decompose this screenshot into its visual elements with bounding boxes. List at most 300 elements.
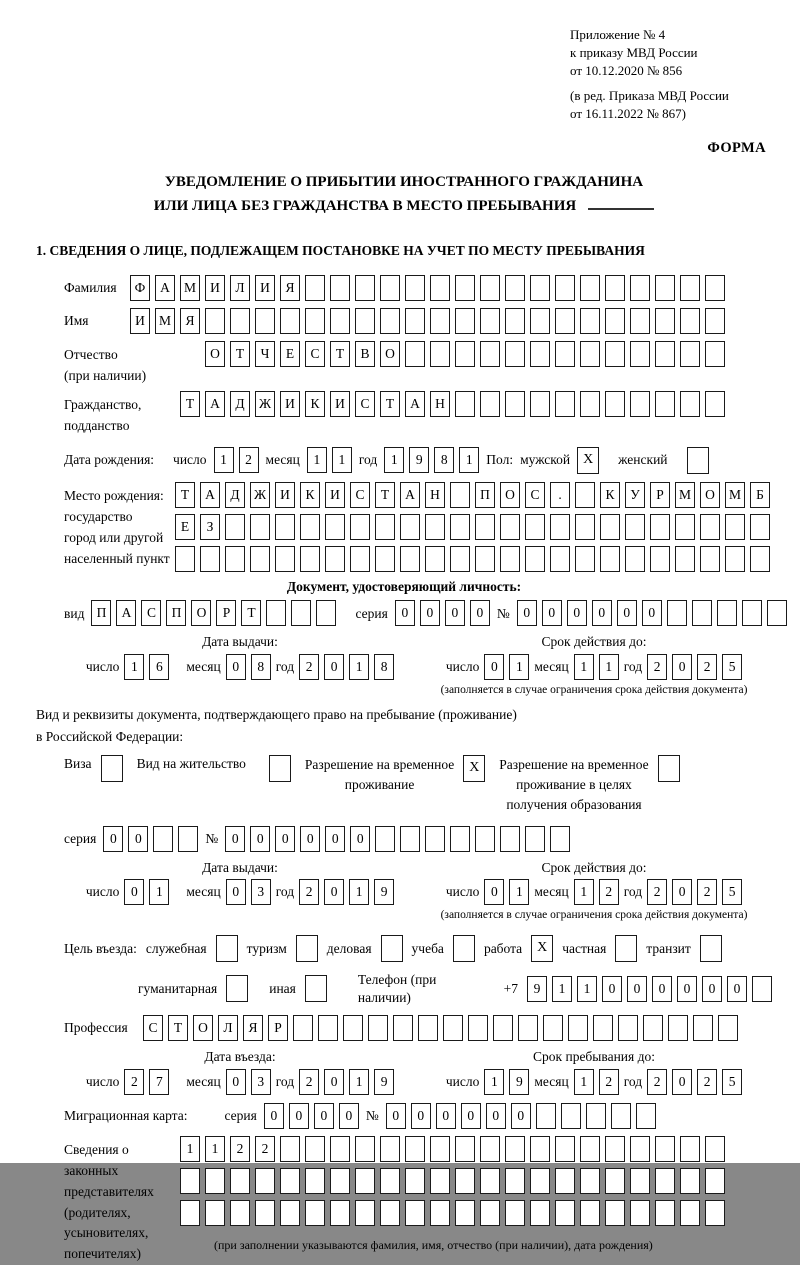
char-cell[interactable] [667,600,687,626]
residence-permit-checkbox[interactable] [269,755,291,782]
char-cell[interactable] [593,1015,613,1041]
char-cell[interactable] [580,308,600,334]
char-cell[interactable]: 1 [574,1069,594,1095]
char-cell[interactable] [555,1168,575,1194]
char-cell[interactable] [330,1136,350,1162]
char-cell[interactable] [230,1200,250,1226]
char-cell[interactable] [605,391,625,417]
char-cell[interactable] [405,341,425,367]
char-cell[interactable] [586,1103,606,1129]
char-cell[interactable] [518,1015,538,1041]
char-cell[interactable]: 0 [672,1069,692,1095]
char-cell[interactable] [178,826,198,852]
char-cell[interactable] [400,514,420,540]
char-cell[interactable] [525,546,545,572]
char-cell[interactable]: 0 [617,600,637,626]
char-cell[interactable] [675,546,695,572]
char-cell[interactable]: С [143,1015,163,1041]
char-cell[interactable] [630,341,650,367]
char-cell[interactable]: 0 [420,600,440,626]
char-cell[interactable]: 0 [124,879,144,905]
char-cell[interactable]: Я [243,1015,263,1041]
char-cell[interactable] [700,514,720,540]
char-cell[interactable] [400,826,420,852]
char-cell[interactable] [330,308,350,334]
char-cell[interactable] [280,308,300,334]
temp-residence-education-checkbox[interactable] [658,755,680,782]
char-cell[interactable]: 1 [574,879,594,905]
char-cell[interactable] [230,308,250,334]
char-cell[interactable] [625,546,645,572]
char-cell[interactable] [555,341,575,367]
char-cell[interactable]: 1 [574,654,594,680]
char-cell[interactable] [655,341,675,367]
char-cell[interactable] [625,514,645,540]
char-cell[interactable]: 1 [577,976,597,1002]
char-cell[interactable]: 2 [299,654,319,680]
char-cell[interactable]: 9 [374,879,394,905]
char-cell[interactable]: 9 [374,1069,394,1095]
char-cell[interactable]: 0 [445,600,465,626]
char-cell[interactable]: 1 [332,447,352,473]
char-cell[interactable] [280,1200,300,1226]
char-cell[interactable] [505,1168,525,1194]
char-cell[interactable] [705,275,725,301]
char-cell[interactable] [480,1136,500,1162]
char-cell[interactable] [291,600,311,626]
char-cell[interactable]: Ч [255,341,275,367]
char-cell[interactable]: 6 [149,654,169,680]
char-cell[interactable]: А [200,482,220,508]
char-cell[interactable] [505,1136,525,1162]
char-cell[interactable] [275,546,295,572]
char-cell[interactable] [630,275,650,301]
char-cell[interactable] [550,514,570,540]
char-cell[interactable]: Н [430,391,450,417]
char-cell[interactable]: В [355,341,375,367]
char-cell[interactable]: 0 [727,976,747,1002]
char-cell[interactable]: 0 [436,1103,456,1129]
char-cell[interactable] [630,308,650,334]
char-cell[interactable] [530,1168,550,1194]
purpose-tourism-checkbox[interactable] [296,935,318,962]
char-cell[interactable]: 2 [124,1069,144,1095]
char-cell[interactable] [480,308,500,334]
char-cell[interactable]: 0 [324,654,344,680]
char-cell[interactable] [355,1168,375,1194]
char-cell[interactable]: П [91,600,111,626]
char-cell[interactable]: К [600,482,620,508]
char-cell[interactable]: 8 [251,654,271,680]
purpose-work-checkbox[interactable]: X [531,935,553,962]
char-cell[interactable] [375,546,395,572]
char-cell[interactable] [643,1015,663,1041]
char-cell[interactable] [655,391,675,417]
char-cell[interactable] [750,514,770,540]
char-cell[interactable]: 7 [149,1069,169,1095]
char-cell[interactable]: 0 [324,879,344,905]
char-cell[interactable] [330,1200,350,1226]
char-cell[interactable] [355,1136,375,1162]
char-cell[interactable] [718,1015,738,1041]
char-cell[interactable] [350,546,370,572]
char-cell[interactable] [555,308,575,334]
char-cell[interactable] [316,600,336,626]
char-cell[interactable]: Т [375,482,395,508]
char-cell[interactable] [455,308,475,334]
char-cell[interactable] [480,391,500,417]
char-cell[interactable]: 2 [255,1136,275,1162]
char-cell[interactable] [618,1015,638,1041]
char-cell[interactable]: 1 [214,447,234,473]
char-cell[interactable] [680,1168,700,1194]
char-cell[interactable]: М [180,275,200,301]
char-cell[interactable] [505,308,525,334]
char-cell[interactable]: О [380,341,400,367]
purpose-transit-checkbox[interactable] [700,935,722,962]
char-cell[interactable]: 1 [509,654,529,680]
char-cell[interactable]: 0 [325,826,345,852]
char-cell[interactable] [630,1168,650,1194]
char-cell[interactable] [493,1015,513,1041]
char-cell[interactable]: 1 [205,1136,225,1162]
char-cell[interactable] [555,391,575,417]
char-cell[interactable] [305,308,325,334]
purpose-humanitarian-checkbox[interactable] [226,975,248,1002]
char-cell[interactable] [580,1136,600,1162]
char-cell[interactable] [305,1200,325,1226]
char-cell[interactable]: 2 [647,1069,667,1095]
char-cell[interactable]: 0 [484,879,504,905]
char-cell[interactable] [680,391,700,417]
char-cell[interactable] [455,1168,475,1194]
char-cell[interactable]: 0 [702,976,722,1002]
char-cell[interactable] [530,341,550,367]
char-cell[interactable]: 0 [264,1103,284,1129]
char-cell[interactable] [180,1200,200,1226]
char-cell[interactable]: Е [280,341,300,367]
char-cell[interactable]: 0 [275,826,295,852]
char-cell[interactable] [255,1200,275,1226]
char-cell[interactable] [630,391,650,417]
char-cell[interactable]: Н [425,482,445,508]
char-cell[interactable]: 0 [226,1069,246,1095]
char-cell[interactable] [650,546,670,572]
char-cell[interactable] [530,1136,550,1162]
char-cell[interactable]: 0 [672,879,692,905]
char-cell[interactable] [480,341,500,367]
char-cell[interactable] [555,1200,575,1226]
char-cell[interactable] [455,1200,475,1226]
char-cell[interactable]: 0 [128,826,148,852]
char-cell[interactable]: 0 [103,826,123,852]
gender-male-checkbox[interactable]: X [577,447,599,474]
char-cell[interactable] [668,1015,688,1041]
char-cell[interactable] [343,1015,363,1041]
char-cell[interactable]: 5 [722,1069,742,1095]
char-cell[interactable]: И [205,275,225,301]
char-cell[interactable]: 1 [552,976,572,1002]
char-cell[interactable]: 2 [697,654,717,680]
char-cell[interactable]: 3 [251,1069,271,1095]
char-cell[interactable] [767,600,787,626]
char-cell[interactable] [725,514,745,540]
char-cell[interactable] [530,275,550,301]
char-cell[interactable] [680,308,700,334]
char-cell[interactable]: Р [268,1015,288,1041]
char-cell[interactable] [742,600,762,626]
char-cell[interactable] [630,1136,650,1162]
char-cell[interactable]: Т [330,341,350,367]
char-cell[interactable] [580,1168,600,1194]
char-cell[interactable]: 0 [470,600,490,626]
char-cell[interactable] [693,1015,713,1041]
char-cell[interactable] [355,1200,375,1226]
char-cell[interactable] [450,546,470,572]
char-cell[interactable]: 9 [527,976,547,1002]
char-cell[interactable] [430,308,450,334]
char-cell[interactable]: 1 [180,1136,200,1162]
char-cell[interactable]: К [300,482,320,508]
char-cell[interactable] [350,514,370,540]
char-cell[interactable] [380,308,400,334]
char-cell[interactable] [225,514,245,540]
char-cell[interactable]: А [116,600,136,626]
char-cell[interactable]: Б [750,482,770,508]
char-cell[interactable] [725,546,745,572]
char-cell[interactable] [255,1168,275,1194]
char-cell[interactable]: С [141,600,161,626]
char-cell[interactable] [455,1136,475,1162]
char-cell[interactable] [275,514,295,540]
char-cell[interactable]: 2 [647,654,667,680]
char-cell[interactable] [530,308,550,334]
char-cell[interactable]: П [166,600,186,626]
char-cell[interactable] [525,514,545,540]
char-cell[interactable]: Д [225,482,245,508]
char-cell[interactable]: 1 [459,447,479,473]
char-cell[interactable] [575,546,595,572]
char-cell[interactable]: М [725,482,745,508]
char-cell[interactable] [655,275,675,301]
char-cell[interactable]: С [355,391,375,417]
char-cell[interactable]: Т [168,1015,188,1041]
char-cell[interactable]: 0 [652,976,672,1002]
char-cell[interactable] [250,514,270,540]
char-cell[interactable] [600,514,620,540]
char-cell[interactable] [505,1200,525,1226]
char-cell[interactable] [575,482,595,508]
char-cell[interactable] [255,308,275,334]
char-cell[interactable] [605,341,625,367]
char-cell[interactable] [655,1168,675,1194]
char-cell[interactable] [180,1168,200,1194]
char-cell[interactable] [300,546,320,572]
char-cell[interactable]: 2 [299,879,319,905]
char-cell[interactable]: 0 [226,654,246,680]
char-cell[interactable]: 2 [697,879,717,905]
purpose-business-checkbox[interactable] [381,935,403,962]
char-cell[interactable]: 0 [386,1103,406,1129]
char-cell[interactable] [752,976,772,1002]
char-cell[interactable] [280,1136,300,1162]
char-cell[interactable]: 0 [511,1103,531,1129]
char-cell[interactable] [505,341,525,367]
char-cell[interactable]: И [325,482,345,508]
char-cell[interactable]: 0 [461,1103,481,1129]
char-cell[interactable] [430,1168,450,1194]
char-cell[interactable] [605,1136,625,1162]
char-cell[interactable] [300,514,320,540]
char-cell[interactable] [405,1200,425,1226]
char-cell[interactable]: Л [218,1015,238,1041]
char-cell[interactable]: П [475,482,495,508]
char-cell[interactable]: Я [180,308,200,334]
char-cell[interactable] [550,546,570,572]
char-cell[interactable] [655,1200,675,1226]
char-cell[interactable] [705,308,725,334]
char-cell[interactable] [605,275,625,301]
char-cell[interactable] [355,275,375,301]
char-cell[interactable] [580,1200,600,1226]
char-cell[interactable] [405,1168,425,1194]
char-cell[interactable] [375,826,395,852]
char-cell[interactable] [475,826,495,852]
char-cell[interactable]: 1 [509,879,529,905]
char-cell[interactable]: М [155,308,175,334]
char-cell[interactable] [230,1168,250,1194]
char-cell[interactable] [355,308,375,334]
char-cell[interactable]: Ж [250,482,270,508]
char-cell[interactable]: М [675,482,695,508]
char-cell[interactable]: С [525,482,545,508]
char-cell[interactable]: Ж [255,391,275,417]
char-cell[interactable]: 0 [602,976,622,1002]
char-cell[interactable] [266,600,286,626]
char-cell[interactable] [450,514,470,540]
char-cell[interactable] [705,1136,725,1162]
char-cell[interactable] [405,1136,425,1162]
char-cell[interactable] [705,391,725,417]
temp-residence-checkbox[interactable]: X [463,755,485,782]
char-cell[interactable] [393,1015,413,1041]
char-cell[interactable]: Т [180,391,200,417]
char-cell[interactable] [575,514,595,540]
purpose-private-checkbox[interactable] [615,935,637,962]
char-cell[interactable]: Т [175,482,195,508]
char-cell[interactable] [400,546,420,572]
char-cell[interactable] [430,275,450,301]
char-cell[interactable]: О [193,1015,213,1041]
char-cell[interactable]: У [625,482,645,508]
char-cell[interactable] [205,308,225,334]
char-cell[interactable] [605,308,625,334]
char-cell[interactable] [430,1136,450,1162]
char-cell[interactable] [405,308,425,334]
char-cell[interactable]: 1 [349,1069,369,1095]
char-cell[interactable] [550,826,570,852]
char-cell[interactable]: А [155,275,175,301]
char-cell[interactable] [425,826,445,852]
char-cell[interactable]: С [305,341,325,367]
char-cell[interactable]: 8 [374,654,394,680]
char-cell[interactable]: С [350,482,370,508]
purpose-other-checkbox[interactable] [305,975,327,1002]
visa-checkbox[interactable] [101,755,123,782]
char-cell[interactable] [455,275,475,301]
char-cell[interactable]: Я [280,275,300,301]
char-cell[interactable] [293,1015,313,1041]
char-cell[interactable] [455,341,475,367]
char-cell[interactable]: 0 [395,600,415,626]
char-cell[interactable]: 2 [239,447,259,473]
char-cell[interactable]: 0 [289,1103,309,1129]
char-cell[interactable] [705,341,725,367]
char-cell[interactable] [530,1200,550,1226]
char-cell[interactable]: 1 [349,654,369,680]
char-cell[interactable] [561,1103,581,1129]
char-cell[interactable] [680,275,700,301]
char-cell[interactable] [500,514,520,540]
char-cell[interactable] [680,1136,700,1162]
char-cell[interactable] [430,341,450,367]
char-cell[interactable] [368,1015,388,1041]
char-cell[interactable]: 1 [149,879,169,905]
char-cell[interactable] [475,514,495,540]
char-cell[interactable] [630,1200,650,1226]
char-cell[interactable] [225,546,245,572]
char-cell[interactable]: 0 [486,1103,506,1129]
char-cell[interactable] [205,1200,225,1226]
char-cell[interactable] [650,514,670,540]
char-cell[interactable] [425,514,445,540]
char-cell[interactable] [380,275,400,301]
char-cell[interactable]: 0 [250,826,270,852]
char-cell[interactable] [605,1168,625,1194]
char-cell[interactable] [318,1015,338,1041]
purpose-study-checkbox[interactable] [453,935,475,962]
char-cell[interactable] [536,1103,556,1129]
char-cell[interactable]: И [255,275,275,301]
gender-female-checkbox[interactable] [687,447,709,474]
char-cell[interactable] [700,546,720,572]
char-cell[interactable] [505,391,525,417]
char-cell[interactable] [500,826,520,852]
char-cell[interactable] [405,275,425,301]
char-cell[interactable] [600,546,620,572]
char-cell[interactable] [717,600,737,626]
char-cell[interactable]: 0 [542,600,562,626]
char-cell[interactable]: 0 [226,879,246,905]
char-cell[interactable]: О [191,600,211,626]
char-cell[interactable] [450,826,470,852]
char-cell[interactable] [480,1168,500,1194]
char-cell[interactable] [580,275,600,301]
char-cell[interactable]: К [305,391,325,417]
char-cell[interactable] [305,1136,325,1162]
char-cell[interactable]: И [330,391,350,417]
char-cell[interactable] [705,1200,725,1226]
char-cell[interactable]: 0 [484,654,504,680]
char-cell[interactable] [425,546,445,572]
char-cell[interactable] [543,1015,563,1041]
char-cell[interactable] [305,1168,325,1194]
char-cell[interactable]: Ф [130,275,150,301]
char-cell[interactable] [505,275,525,301]
char-cell[interactable] [380,1136,400,1162]
char-cell[interactable]: О [205,341,225,367]
char-cell[interactable] [450,482,470,508]
